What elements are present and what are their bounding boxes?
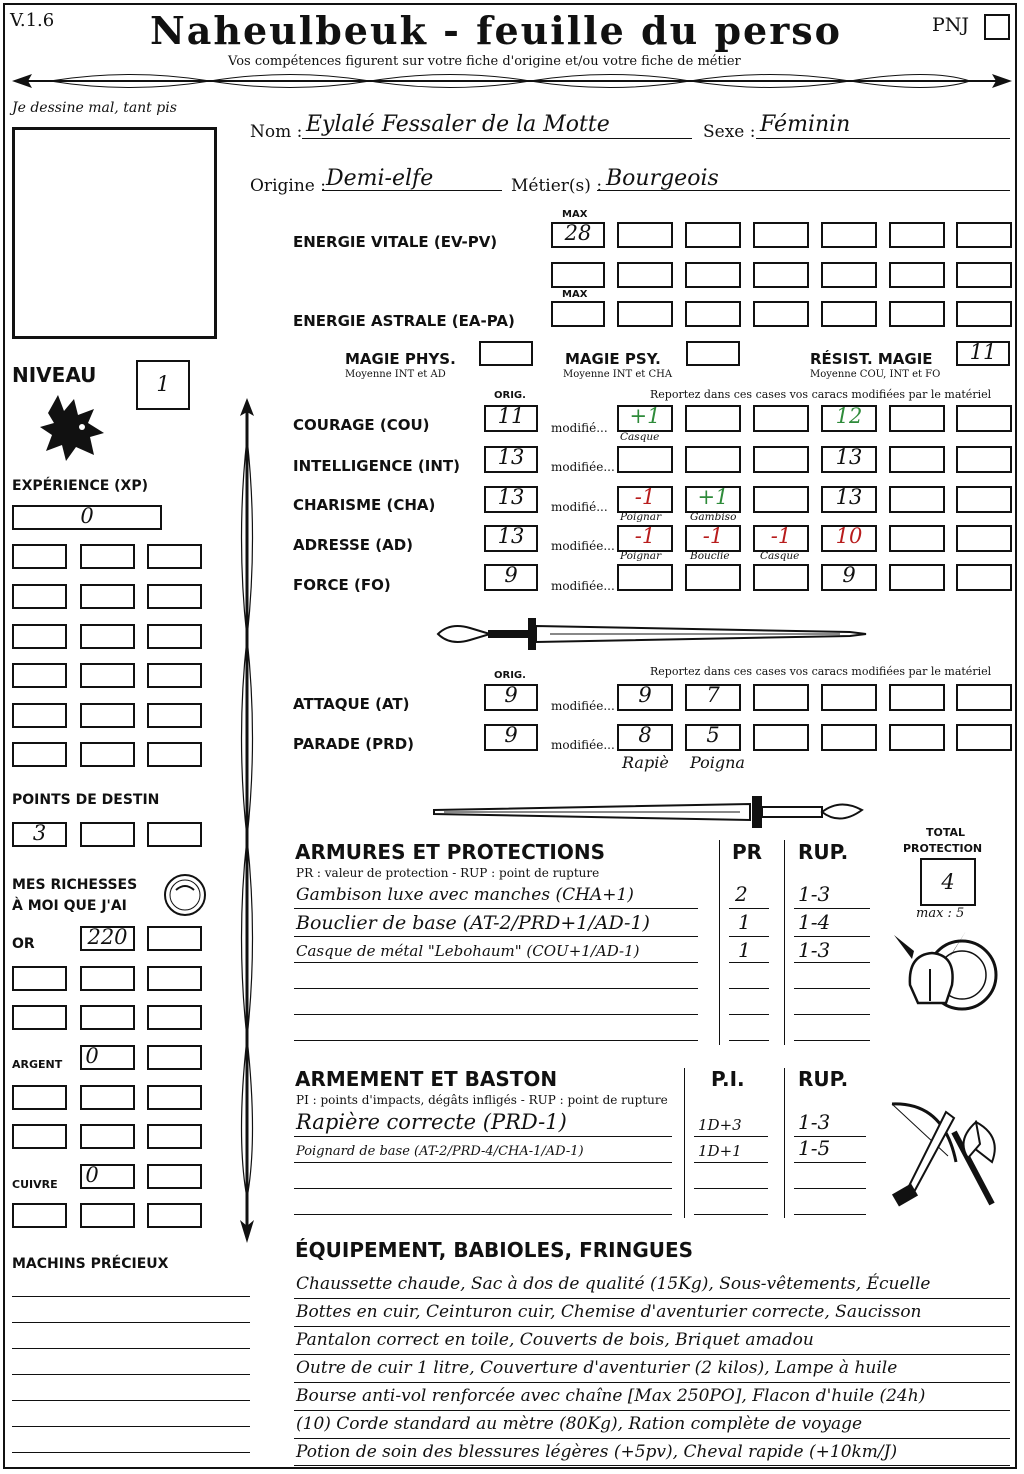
force-mod-box[interactable] (617, 564, 673, 591)
parade-mod-box[interactable] (956, 724, 1012, 751)
argent-box[interactable] (147, 1124, 202, 1149)
adresse-mod-box[interactable] (956, 525, 1012, 552)
armure-line[interactable] (794, 1040, 870, 1041)
coin-icon (162, 872, 208, 918)
arme-row-name[interactable]: Rapière correcte (PRD-1) (296, 1110, 567, 1134)
destin-box[interactable]: 3 (12, 822, 67, 847)
portrait-box[interactable] (12, 127, 217, 339)
xp-grid-box[interactable] (12, 663, 67, 688)
equipement-rule (294, 1438, 1010, 1439)
ev-box[interactable] (956, 222, 1012, 248)
metier-underline (597, 190, 1010, 191)
adresse-mod-note: Poignar (620, 550, 662, 562)
ev-max-label: MAX (562, 209, 588, 220)
or-box[interactable] (80, 1005, 135, 1030)
force-mod-box[interactable] (685, 564, 741, 591)
armures-sub: PR : valeur de protection - RUP : point de rupture (296, 866, 600, 880)
armement-rup-label: RUP. (798, 1067, 849, 1091)
armure-row-pr[interactable]: 1 (738, 910, 751, 934)
armement-col-divider (684, 1068, 685, 1218)
version-label: V.1.6 (10, 10, 55, 31)
weapons-icon (884, 1092, 1004, 1214)
ev-box[interactable] (685, 222, 741, 248)
charisme-mod-note: Poignar (620, 511, 662, 523)
intelligence-mod-box[interactable] (753, 446, 809, 473)
armure-line (294, 908, 698, 909)
armure-line[interactable] (294, 988, 698, 989)
adresse-label: ADRESSE (AD) (293, 536, 414, 554)
or-box[interactable] (12, 966, 67, 991)
parade-mod-box[interactable] (821, 724, 877, 751)
cuivre-box[interactable] (12, 1203, 67, 1228)
courage-mod-box[interactable]: +1 (617, 405, 673, 432)
intelligence-orig-box[interactable]: 13 (484, 446, 538, 473)
resist-magie-box[interactable]: 11 (956, 341, 1010, 366)
attaque-mod-box[interactable] (753, 684, 809, 711)
arme-line[interactable] (694, 1214, 768, 1215)
adresse-final-box[interactable]: 10 (821, 525, 877, 552)
force-label: FORCE (FO) (293, 576, 391, 594)
adresse-mod-box[interactable]: -1 (617, 525, 673, 552)
arme-line (694, 1162, 768, 1163)
ev-label: ENERGIE VITALE (EV-PV) (293, 233, 498, 251)
arme-row-pi[interactable]: 1D+3 (698, 1116, 742, 1134)
courage-mod-box[interactable] (889, 405, 945, 432)
xp-grid-box[interactable] (80, 663, 135, 688)
page-subtitle: Vos compétences figurent sur votre fiche d'origine et/ou votre fiche de métier (228, 54, 741, 69)
ea-box[interactable] (753, 301, 809, 327)
equipement-line[interactable]: Outre de cuir 1 litre, Couverture d'aventurier (2 kilos), Lampe à huile (296, 1358, 898, 1378)
armure-line (729, 936, 769, 937)
xp-grid-box[interactable] (147, 624, 202, 649)
machins-line[interactable] (12, 1322, 250, 1323)
equipement-title: ÉQUIPEMENT, BABIOLES, FRINGUES (295, 1238, 694, 1262)
adresse-mod-box[interactable]: -1 (685, 525, 741, 552)
pnj-checkbox[interactable] (984, 14, 1010, 40)
charisme-mod-box[interactable]: -1 (617, 486, 673, 513)
xp-grid-box[interactable] (80, 742, 135, 767)
armement-col-divider (784, 1068, 785, 1218)
attaque-orig-box[interactable]: 9 (484, 684, 538, 711)
xp-label: EXPÉRIENCE (XP) (12, 478, 149, 494)
sexe-label: Sexe : (703, 122, 756, 142)
ev-box[interactable] (753, 222, 809, 248)
ea-box[interactable] (956, 301, 1012, 327)
equipement-line[interactable]: Bottes en cuir, Ceinturon cuir, Chemise d'aventurier correcte, Saucisson (296, 1302, 922, 1322)
equipement-rule (294, 1382, 1010, 1383)
total-protection-box[interactable]: 4 (920, 858, 976, 906)
arme-line (294, 1136, 672, 1137)
nom-label: Nom : (250, 122, 303, 142)
charisme-mod-box[interactable]: +1 (685, 486, 741, 513)
ev-box[interactable] (617, 262, 673, 288)
charisme-orig-box[interactable]: 13 (484, 486, 538, 513)
xp-grid-box[interactable] (147, 663, 202, 688)
intelligence-mod-label: modifiée... (551, 460, 615, 474)
nom-field[interactable]: Eylalé Fessaler de la Motte (306, 112, 610, 137)
intelligence-final-box[interactable]: 13 (821, 446, 877, 473)
destin-box[interactable] (147, 822, 202, 847)
or-box[interactable] (147, 966, 202, 991)
destin-label: POINTS DE DESTIN (12, 792, 160, 808)
force-mod-label: modifiée... (551, 579, 615, 593)
courage-final-box[interactable]: 12 (821, 405, 877, 432)
ev-box[interactable] (551, 262, 605, 288)
helmet-shield-icon (890, 925, 1000, 1025)
arme-line (694, 1136, 768, 1137)
argent-box[interactable] (80, 1124, 135, 1149)
origine-underline (322, 190, 502, 191)
combat-orig-label: ORIG. (494, 670, 526, 681)
xp-grid-box[interactable] (12, 544, 67, 569)
xp-grid-box[interactable] (80, 703, 135, 728)
armure-line (794, 908, 870, 909)
origine-field[interactable]: Demi-elfe (326, 166, 434, 191)
vine-divider (10, 66, 1014, 98)
ea-label: ENERGIE ASTRALE (EA-PA) (293, 312, 515, 330)
dragon-icon (38, 393, 110, 465)
armure-row-name[interactable]: Gambison luxe avec manches (CHA+1) (296, 885, 634, 905)
sexe-underline (756, 138, 1010, 139)
courage-label: COURAGE (COU) (293, 416, 430, 434)
page-title: Naheulbeuk - feuille du perso (150, 8, 842, 53)
ev-box[interactable] (821, 222, 877, 248)
equipement-line[interactable]: Chaussette chaude, Sac à dos de qualité (15Kg), Sous-vêtements, Écuelle (296, 1274, 931, 1294)
xp-grid-box[interactable] (80, 624, 135, 649)
parade-orig-box[interactable]: 9 (484, 724, 538, 751)
parade-mod-box[interactable]: 5 (685, 724, 741, 751)
arme-line (794, 1162, 866, 1163)
attaque-mod-label: modifiée... (551, 699, 615, 713)
sword-icon (430, 790, 870, 834)
total-protection-label: TOTAL (926, 826, 966, 839)
xp-grid-box[interactable] (147, 703, 202, 728)
sword-icon (430, 612, 870, 656)
portrait-caption: Je dessine mal, tant pis (12, 100, 177, 116)
armure-line[interactable] (794, 1014, 870, 1015)
ev-box[interactable] (956, 262, 1012, 288)
parade-mod-box[interactable] (889, 724, 945, 751)
caracs-orig-label: ORIG. (494, 390, 526, 401)
ea-box[interactable] (889, 301, 945, 327)
armure-line (294, 962, 698, 963)
armure-row-name[interactable]: Casque de métal "Lebohaum" (COU+1/AD-1) (296, 942, 640, 960)
charisme-mod-note: Gambiso (690, 511, 737, 523)
argent-box[interactable] (12, 1085, 67, 1110)
argent-box[interactable]: 0 (80, 1045, 135, 1070)
argent-box[interactable] (12, 1124, 67, 1149)
machins-line[interactable] (12, 1426, 250, 1427)
xp-grid-box[interactable] (147, 584, 202, 609)
xp-box[interactable]: 0 (12, 505, 162, 530)
niveau-label: NIVEAU (12, 363, 97, 387)
intelligence-mod-box[interactable] (685, 446, 741, 473)
metier-label: Métier(s) : (511, 176, 603, 196)
xp-grid-box[interactable] (12, 584, 67, 609)
combat-note-2: Poigna (690, 753, 745, 772)
machins-line[interactable] (12, 1348, 250, 1349)
armure-line[interactable] (729, 988, 769, 989)
force-orig-box[interactable]: 9 (484, 564, 538, 591)
attaque-mod-box[interactable]: 7 (685, 684, 741, 711)
arme-line[interactable] (694, 1188, 768, 1189)
nom-underline (302, 138, 692, 139)
armure-line[interactable] (729, 1040, 769, 1041)
caracs-note: Reportez dans ces cases vos caracs modifiées par le matériel (650, 388, 992, 401)
arme-line[interactable] (794, 1188, 866, 1189)
armure-line[interactable] (294, 1014, 698, 1015)
xp-grid-box[interactable] (80, 584, 135, 609)
armure-line[interactable] (294, 1040, 698, 1041)
spear-icon (232, 398, 262, 1243)
pnj-label: PNJ (932, 14, 970, 36)
adresse-mod-label: modifiée... (551, 539, 615, 553)
arme-line (294, 1162, 672, 1163)
courage-mod-box[interactable] (753, 405, 809, 432)
ev-box[interactable] (617, 222, 673, 248)
or-label: OR (12, 936, 35, 952)
equipement-line[interactable]: Bourse anti-vol renforcée avec chaîne [Max 250PO], Flacon d'huile (24h) (296, 1386, 926, 1406)
armure-row-rup[interactable]: 1-4 (798, 910, 831, 934)
metier-field[interactable]: Bourgeois (606, 166, 719, 191)
argent-box[interactable] (147, 1045, 202, 1070)
armure-line[interactable] (794, 988, 870, 989)
or-box[interactable] (147, 926, 202, 951)
armures-col-divider (784, 840, 785, 1045)
charisme-mod-box[interactable] (889, 486, 945, 513)
equipement-rule (294, 1465, 1010, 1466)
armure-line (794, 936, 870, 937)
equipement-line[interactable]: Pantalon correct en toile, Couverts de bois, Briquet amadou (296, 1330, 814, 1350)
force-final-box[interactable]: 9 (821, 564, 877, 591)
ev-max-box[interactable]: 28 (551, 222, 605, 248)
combat-note: Reportez dans ces cases vos caracs modifiées par le matériel (650, 665, 992, 678)
armure-row-pr[interactable]: 1 (738, 938, 751, 962)
resist-magie-sub: Moyenne COU, INT et FO (810, 369, 941, 380)
xp-grid-box[interactable] (12, 624, 67, 649)
equipement-rule (294, 1354, 1010, 1355)
or-box[interactable]: 220 (80, 926, 135, 951)
force-mod-box[interactable] (956, 564, 1012, 591)
arme-row-pi[interactable]: 1D+1 (698, 1142, 742, 1160)
machins-line[interactable] (12, 1400, 250, 1401)
attaque-mod-box[interactable] (889, 684, 945, 711)
total-protection-label-2: PROTECTION (903, 842, 983, 855)
parade-mod-box[interactable] (753, 724, 809, 751)
parade-mod-box[interactable]: 8 (617, 724, 673, 751)
equipement-rule (294, 1410, 1010, 1411)
cuivre-box[interactable]: 0 (80, 1164, 135, 1189)
armures-title: ARMURES ET PROTECTIONS (295, 840, 605, 864)
charisme-mod-box[interactable] (753, 486, 809, 513)
armure-line (294, 936, 698, 937)
ev-box[interactable] (889, 222, 945, 248)
ea-box[interactable] (617, 301, 673, 327)
magie-psy-sub: Moyenne INT et CHA (563, 369, 673, 380)
magie-phys-label: MAGIE PHYS. (345, 350, 456, 368)
armures-rup-label: RUP. (798, 840, 849, 864)
charisme-mod-box[interactable] (956, 486, 1012, 513)
magie-phys-box[interactable] (479, 341, 533, 366)
machins-label: MACHINS PRÉCIEUX (12, 1256, 169, 1272)
courage-mod-label: modifié... (551, 421, 608, 435)
or-box[interactable] (147, 1005, 202, 1030)
armement-title: ARMEMENT ET BASTON (295, 1067, 558, 1091)
ea-max-label: MAX (562, 289, 588, 300)
adresse-mod-note: Casque (760, 550, 800, 562)
ea-box[interactable] (821, 301, 877, 327)
attaque-mod-box[interactable]: 9 (617, 684, 673, 711)
arme-line[interactable] (294, 1214, 672, 1215)
richesses-label: MES RICHESSES (12, 877, 138, 893)
equipement-line[interactable]: (10) Corde standard au mètre (80Kg), Ration complète de voyage (296, 1414, 863, 1434)
combat-note-1: Rapiè (622, 753, 669, 772)
adresse-mod-note: Bouclie (690, 550, 730, 562)
argent-label: ARGENT (12, 1058, 63, 1071)
armures-col-divider (719, 840, 720, 1045)
attaque-label: ATTAQUE (AT) (293, 695, 410, 713)
ev-box[interactable] (821, 262, 877, 288)
attaque-mod-box[interactable] (821, 684, 877, 711)
origine-label: Origine : (250, 176, 326, 196)
arme-row-rup[interactable]: 1-5 (798, 1136, 831, 1160)
cuivre-box[interactable] (80, 1203, 135, 1228)
magie-psy-label: MAGIE PSY. (565, 350, 661, 368)
equipement-rule (294, 1326, 1010, 1327)
courage-mod-box[interactable] (685, 405, 741, 432)
ea-max-box[interactable] (551, 301, 605, 327)
magie-psy-box[interactable] (686, 341, 740, 366)
argent-box[interactable] (147, 1085, 202, 1110)
armement-sub: PI : points d'impacts, dégâts infligés - RUP : point de rupture (296, 1093, 668, 1107)
armure-line[interactable] (729, 1014, 769, 1015)
force-mod-box[interactable] (753, 564, 809, 591)
charisme-mod-label: modifié... (551, 500, 608, 514)
armure-line (729, 908, 769, 909)
destin-box[interactable] (80, 822, 135, 847)
adresse-mod-box[interactable]: -1 (753, 525, 809, 552)
equipement-rule (294, 1298, 1010, 1299)
ea-box[interactable] (685, 301, 741, 327)
xp-grid-box[interactable] (12, 742, 67, 767)
xp-grid-box[interactable] (12, 703, 67, 728)
xp-grid-box[interactable] (80, 544, 135, 569)
arme-line[interactable] (794, 1214, 866, 1215)
armement-pi-label: P.I. (711, 1067, 745, 1091)
cuivre-box[interactable] (147, 1203, 202, 1228)
armure-line (729, 962, 769, 963)
courage-orig-box[interactable]: 11 (484, 405, 538, 432)
xp-grid-box[interactable] (147, 742, 202, 767)
total-protection-max: max : 5 (916, 906, 965, 921)
armure-row-rup[interactable]: 1-3 (798, 882, 831, 906)
parade-mod-label: modifiée... (551, 738, 615, 752)
intelligence-mod-box[interactable] (617, 446, 673, 473)
ev-box[interactable] (753, 262, 809, 288)
force-mod-box[interactable] (889, 564, 945, 591)
intelligence-label: INTELLIGENCE (INT) (293, 457, 460, 475)
magie-phys-sub: Moyenne INT et AD (345, 369, 446, 380)
adresse-mod-box[interactable] (889, 525, 945, 552)
armure-line (794, 962, 870, 963)
courage-mod-note: Casque (620, 431, 660, 443)
or-box[interactable] (80, 966, 135, 991)
intelligence-mod-box[interactable] (956, 446, 1012, 473)
richesses-label-2: À MOI QUE J'AI (12, 898, 127, 914)
or-box[interactable] (12, 1005, 67, 1030)
arme-line[interactable] (294, 1188, 672, 1189)
equipement-line[interactable]: Potion de soin des blessures légères (+5pv), Cheval rapide (+10km/J) (296, 1442, 898, 1462)
armure-row-name[interactable]: Bouclier de base (AT-2/PRD+1/AD-1) (296, 912, 650, 934)
machins-line[interactable] (12, 1452, 250, 1453)
ev-box[interactable] (685, 262, 741, 288)
niveau-box[interactable]: 1 (136, 360, 190, 410)
courage-mod-box[interactable] (956, 405, 1012, 432)
machins-line[interactable] (12, 1296, 250, 1297)
parade-label: PARADE (PRD) (293, 735, 415, 753)
arme-row-rup[interactable]: 1-3 (798, 1110, 831, 1134)
armure-row-rup[interactable]: 1-3 (798, 938, 831, 962)
intelligence-mod-box[interactable] (889, 446, 945, 473)
attaque-mod-box[interactable] (956, 684, 1012, 711)
argent-box[interactable] (80, 1085, 135, 1110)
arme-row-name[interactable]: Poignard de base (AT-2/PRD-4/CHA-1/AD-1) (296, 1144, 584, 1159)
armures-pr-label: PR (732, 840, 763, 864)
charisme-final-box[interactable]: 13 (821, 486, 877, 513)
sexe-field[interactable]: Féminin (760, 112, 851, 137)
armure-row-pr[interactable]: 2 (735, 882, 748, 906)
cuivre-label: CUIVRE (12, 1178, 58, 1191)
xp-grid-box[interactable] (147, 544, 202, 569)
charisme-label: CHARISME (CHA) (293, 496, 436, 514)
machins-line[interactable] (12, 1374, 250, 1375)
resist-magie-label: RÉSIST. MAGIE (810, 350, 933, 368)
ev-box[interactable] (889, 262, 945, 288)
adresse-orig-box[interactable]: 13 (484, 525, 538, 552)
cuivre-box[interactable] (147, 1164, 202, 1189)
